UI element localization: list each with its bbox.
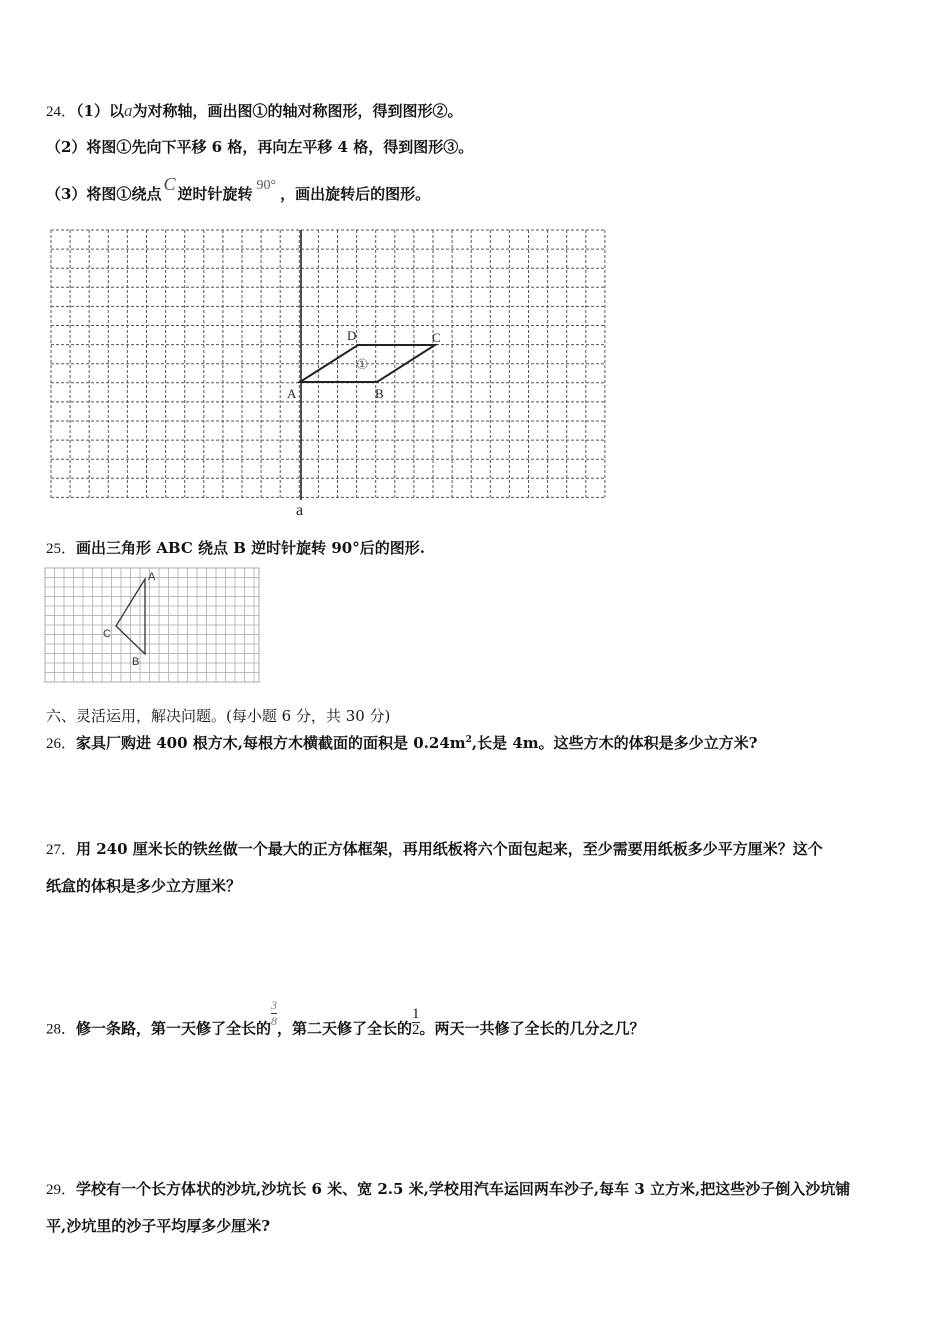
q24-line3 (46, 174, 431, 206)
q28-frac2-denominator: 2 (412, 1022, 420, 1038)
q26-superscript: 2 (465, 735, 472, 745)
q29-line2: 平,沙坑里的沙子平均厚多少厘米? (46, 1217, 271, 1235)
q24-label-d: D (347, 328, 357, 343)
q24-part3-c: ，画出旋转后的图形。 (280, 185, 431, 203)
q27-line2: 纸盒的体积是多少立方厘米？ (46, 877, 242, 895)
q24-number: 24． (46, 104, 77, 120)
q29-text-1: 学校有一个长方体状的沙坑,沙坑长 6 米、宽 2.5 米,学校用汽车运回两车沙子,每车 3 立方米,把这些沙子倒入沙坑铺 (76, 1180, 851, 1198)
q28-number: 28． (46, 1021, 77, 1038)
q24-part1-b: 为对称轴，画出图①的轴对称图形，得到图形②。 (132, 102, 463, 120)
section6-title: 六、灵活运用，解决问题。(每小题 6 分，共 30 分) (46, 707, 391, 725)
q25-text: 画出三角形 ABC 绕点 B 逆时针旋转 90°后的图形. (76, 539, 425, 557)
q28-frac2-numerator: 1 (412, 1006, 420, 1022)
q24-var-c: C (163, 174, 176, 194)
q28-frac1-numerator: 3 (271, 998, 278, 1012)
q25-label-b: B (132, 656, 140, 668)
q24-label-b: B (375, 386, 384, 401)
q27-number: 27． (46, 842, 77, 858)
q25-number: 25． (46, 541, 77, 557)
q28-frac1-denominator: 8 (271, 1014, 278, 1028)
q29-number: 29． (46, 1182, 77, 1198)
q27-text-1: 用 240 厘米长的铁丝做一个最大的正方体框架，再用纸板将六个面包起来，至少需要用纸板多少平方厘米？这个 (76, 840, 823, 858)
q29-line1 (46, 1179, 850, 1200)
q24-var-a: a (123, 101, 133, 120)
q24-part3-a: （3）将图①绕点 (46, 185, 162, 203)
q28-text-a: 修一条路，第一天修了全长的 (76, 1019, 272, 1038)
q24-label-axis: a (296, 502, 304, 519)
q28-fraction-2 (412, 1008, 420, 1037)
q24-part1-a: （1）以 (76, 102, 124, 120)
q24-label-a: A (287, 386, 297, 401)
q24-label-c: C (432, 330, 441, 345)
q26-text-b: ,长是 4m。这些方木的体积是多少立方米? (471, 734, 758, 752)
q25-line (46, 538, 425, 559)
q27-line1 (46, 839, 823, 860)
q25-label-a: A (148, 571, 156, 583)
q24-angle: 90° (256, 178, 277, 193)
q25-grid-figure (44, 566, 262, 686)
q24-label-figure1: ① (356, 357, 369, 373)
q28-line (46, 998, 645, 1044)
q26-line (46, 730, 757, 754)
q24-line1 (46, 101, 462, 122)
q24-grid-figure (45, 225, 615, 520)
q28-text-b: ，第二天修了全长的 (277, 1019, 413, 1038)
q26-number: 26． (46, 736, 77, 752)
q24-line2: （2）将图①先向下平移 6 格，再向左平移 4 格，得到图形③。 (46, 138, 474, 156)
q28-text-c: 。两天一共修了全长的几分之几？ (419, 1019, 645, 1038)
q26-text-a: 家具厂购进 400 根方木,每根方木横截面的面积是 0.24m (76, 734, 466, 752)
q25-label-c: C (103, 628, 111, 640)
q24-part3-b: 逆时针旋转 (177, 185, 253, 203)
q28-fraction-1 (271, 999, 277, 1028)
